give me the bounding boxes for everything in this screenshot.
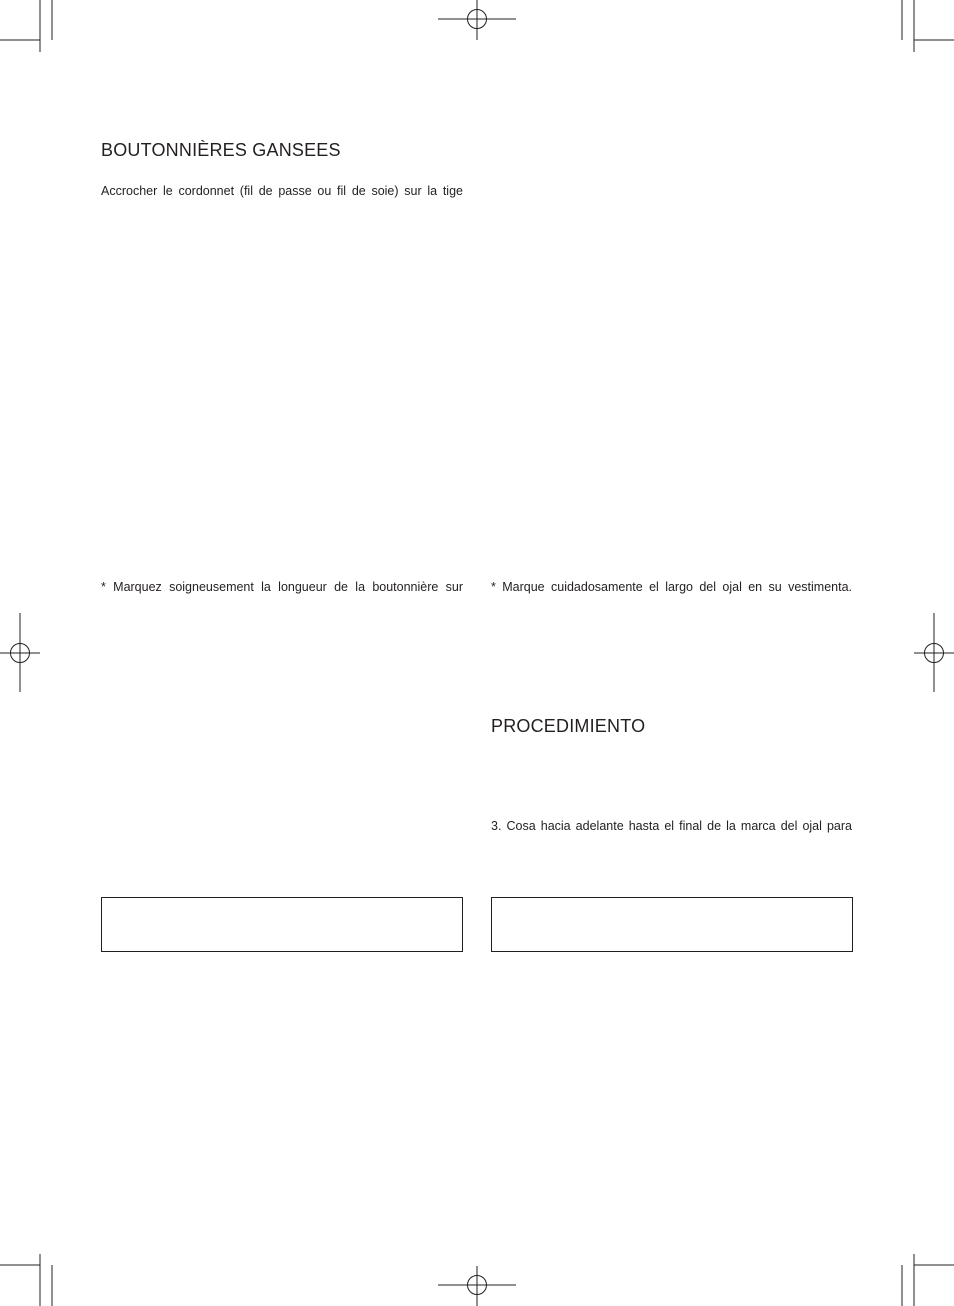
left-note-line: * Marquez soigneusement la longueur de la boutonnière sur bbox=[101, 580, 463, 594]
registration-target-left bbox=[0, 613, 40, 692]
registration-target-top bbox=[438, 0, 516, 40]
registration-target-right bbox=[914, 613, 954, 692]
crop-mark-bottom-left bbox=[0, 1254, 52, 1306]
crop-mark-top-left bbox=[0, 0, 52, 52]
registration-target-bottom bbox=[438, 1266, 516, 1306]
left-note-box bbox=[101, 897, 463, 952]
right-note-line: * Marque cuidadosamente el largo del ojal en su vestimenta. bbox=[491, 580, 852, 594]
right-note-box bbox=[491, 897, 853, 952]
crop-mark-top-right bbox=[902, 0, 954, 52]
left-intro-line: Accrocher le cordonnet (fil de passe ou fil de soie) sur la tige bbox=[101, 184, 463, 198]
crop-mark-bottom-right bbox=[902, 1254, 954, 1306]
right-step-line: 3. Cosa hacia adelante hasta el final de la marca del ojal para bbox=[491, 819, 852, 833]
right-section-heading: PROCEDIMIENTO bbox=[491, 716, 646, 736]
left-section-heading: BOUTONNIÈRES GANSEES bbox=[101, 140, 341, 160]
